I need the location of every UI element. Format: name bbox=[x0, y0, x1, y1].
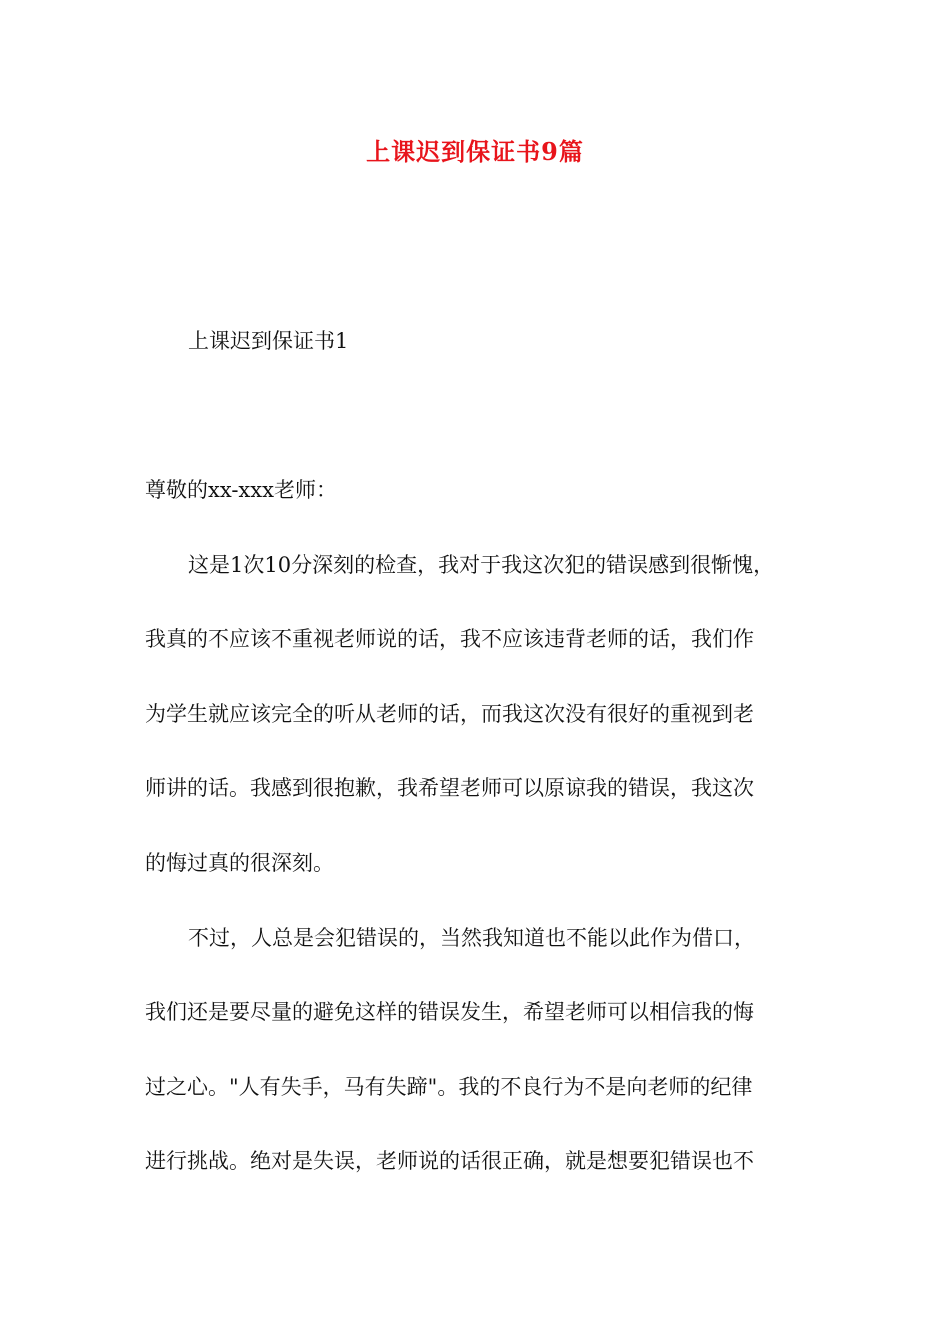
paragraph-line: 师讲的话。我感到很抱歉，我希望老师可以原谅我的错误，我这次 bbox=[145, 776, 754, 800]
paragraph-line: 的悔过真的很深刻。 bbox=[145, 851, 334, 875]
section-heading: 上课迟到保证书1 bbox=[188, 329, 349, 353]
paragraph-line: 进行挑战。绝对是失误，老师说的话很正确，就是想要犯错误也不 bbox=[145, 1149, 754, 1173]
paragraph-line: 这是1次10分深刻的检查，我对于我这次犯的错误感到很惭愧， bbox=[188, 553, 775, 577]
paragraph-line: 为学生就应该完全的听从老师的话，而我这次没有很好的重视到老 bbox=[145, 702, 754, 726]
salutation: 尊敬的xx-xxx老师： bbox=[145, 478, 337, 502]
document-title: 上课迟到保证书9篇 bbox=[366, 137, 584, 166]
paragraph-line: 我们还是要尽量的避免这样的错误发生，希望老师可以相信我的悔 bbox=[145, 1000, 754, 1024]
paragraph-line: 过之心。"人有失手，马有失蹄"。我的不良行为不是向老师的纪律 bbox=[145, 1075, 753, 1099]
paragraph-line: 我真的不应该不重视老师说的话，我不应该违背老师的话，我们作 bbox=[145, 627, 754, 651]
paragraph-line: 不过，人总是会犯错误的，当然我知道也不能以此作为借口， bbox=[188, 926, 755, 950]
